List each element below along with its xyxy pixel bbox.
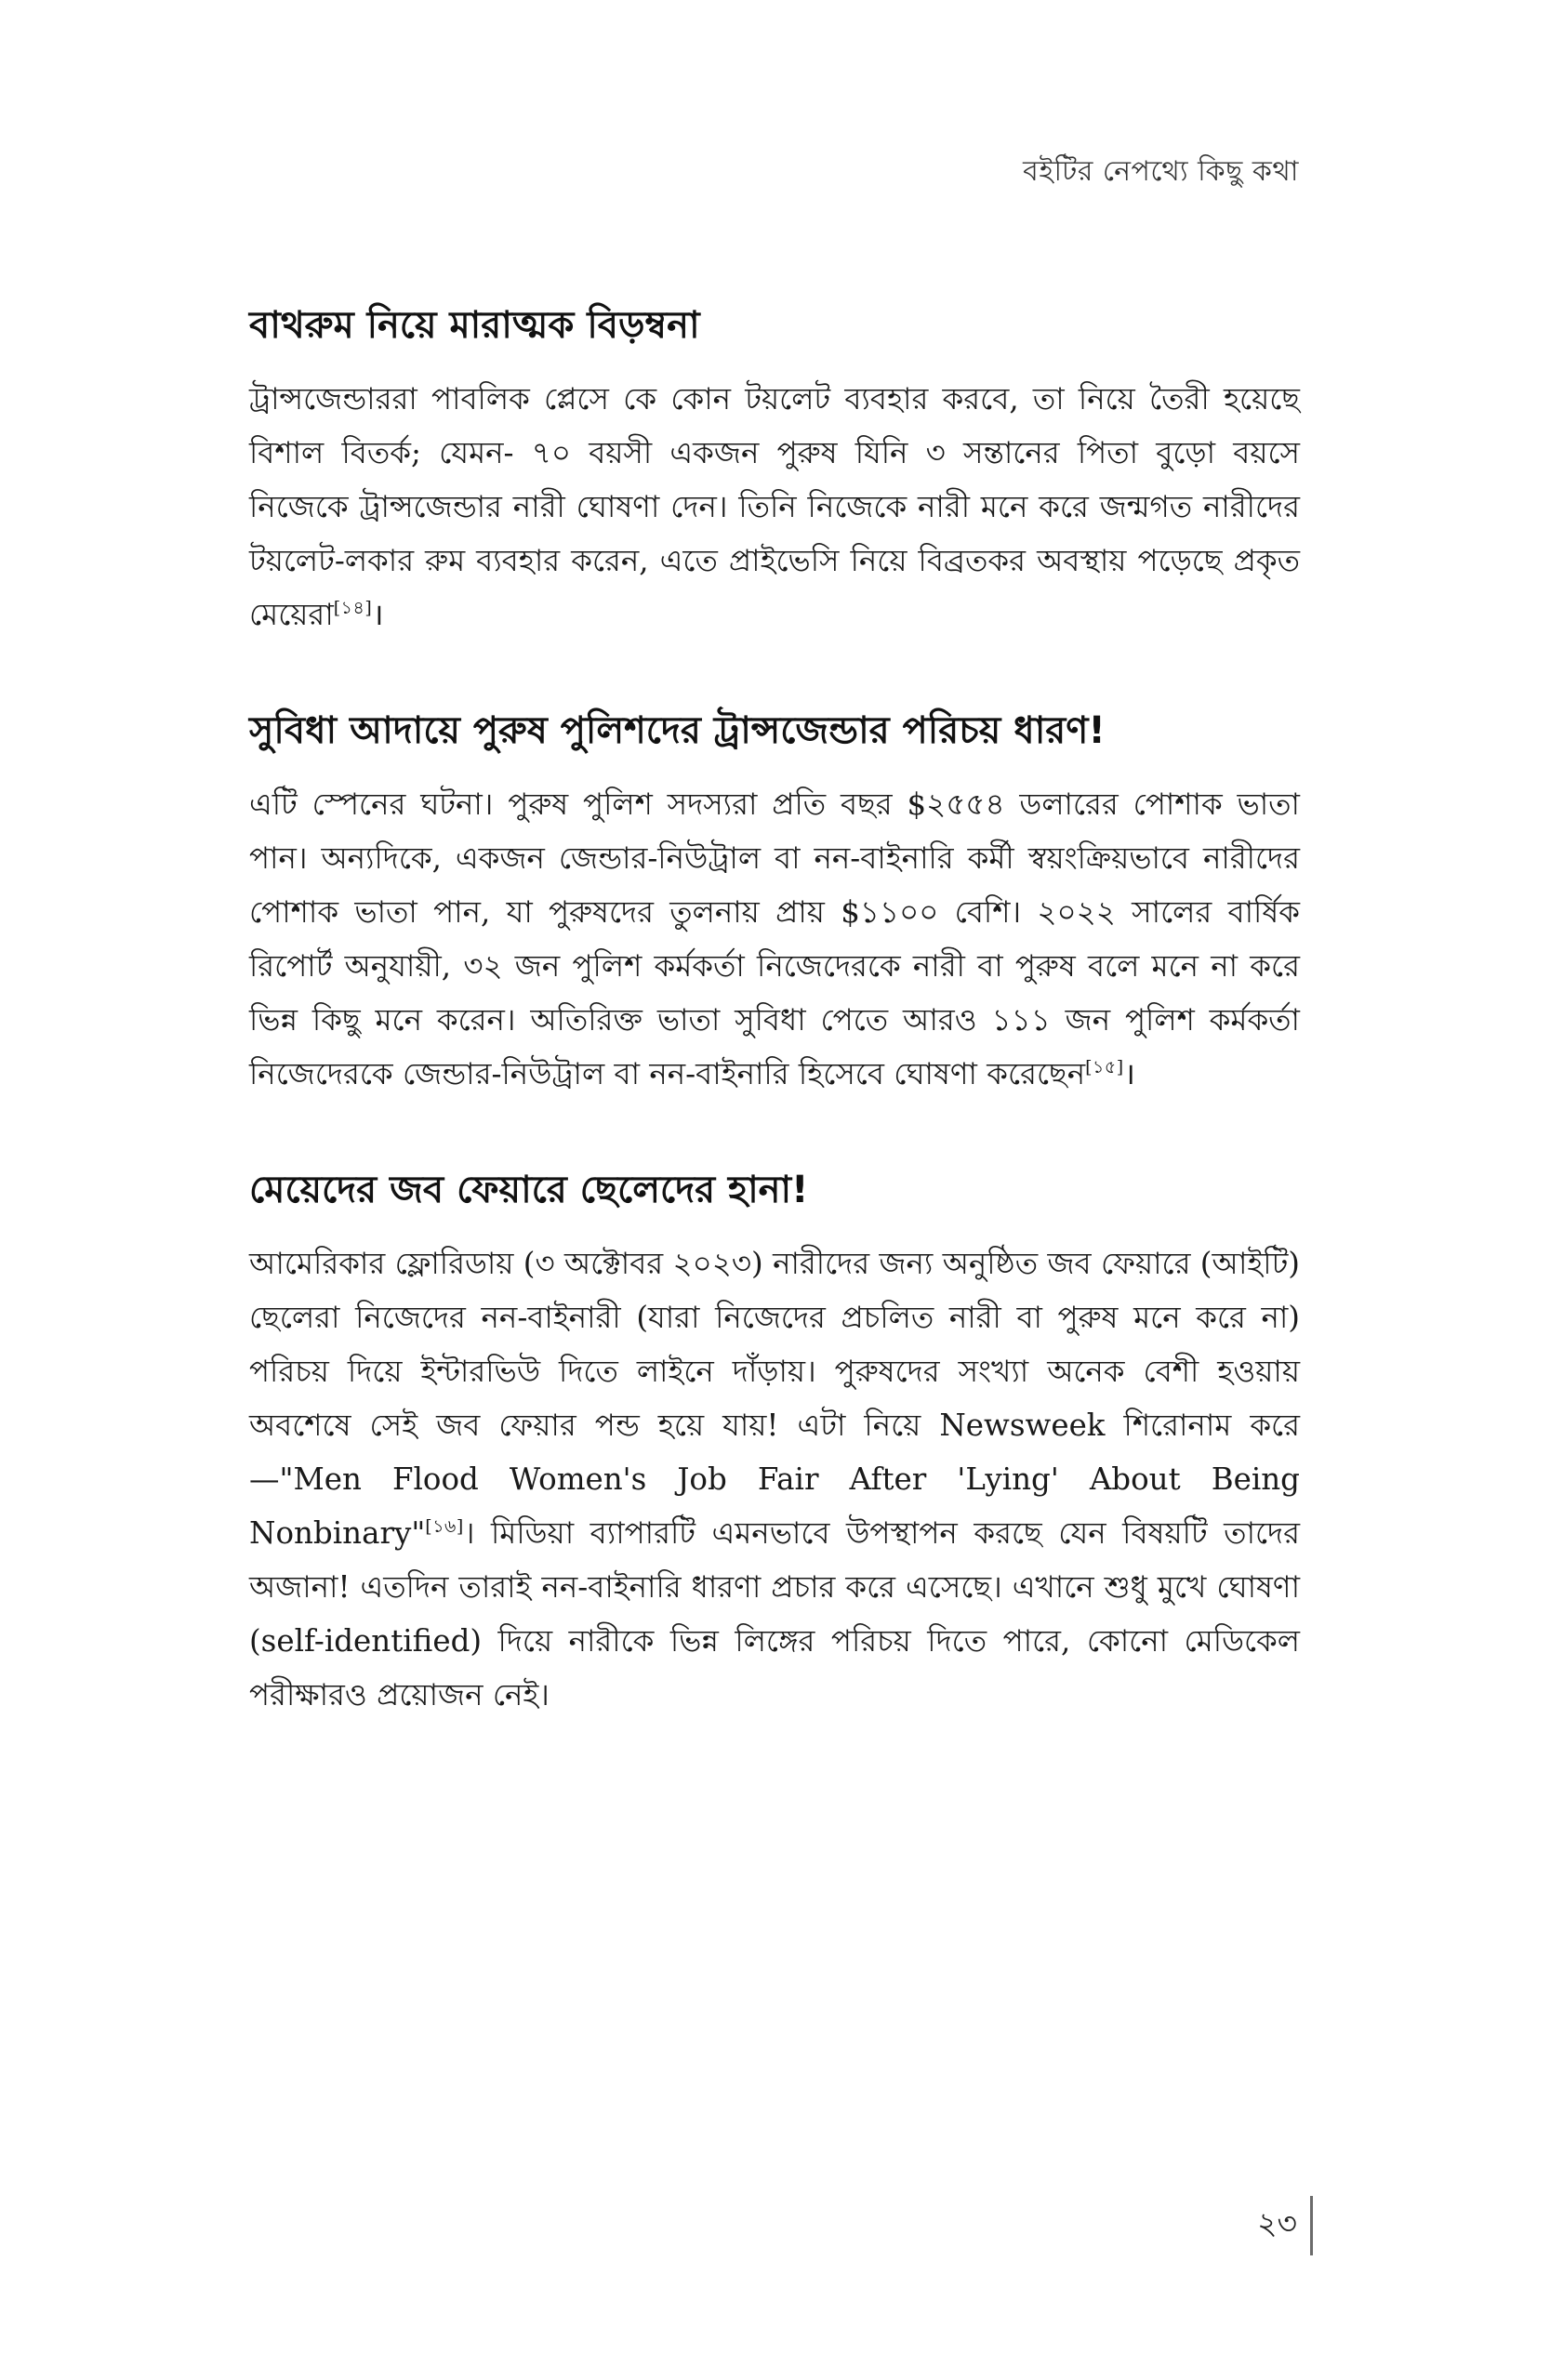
section-heading: সুবিধা আদায়ে পুরুষ পুলিশদের ট্রান্সজেন্ডার পরিচয় ধারণ! bbox=[249, 709, 1106, 752]
page-footer bbox=[1257, 2196, 1313, 2255]
paragraph-tail: । bbox=[1123, 1056, 1135, 1091]
section-job-fair bbox=[249, 1162, 1300, 1722]
section-paragraph bbox=[249, 1236, 1300, 1722]
section-heading: মেয়েদের জব ফেয়ারে ছেলেদের হানা! bbox=[249, 1169, 809, 1211]
section-paragraph bbox=[249, 777, 1300, 1101]
paragraph-tail: । মিডিয়া ব্যাপারটি এমনভাবে উপস্থাপন করছে যেন বিষয়টি তাদের অজানা! এতদিন তারাই নন-বাইনারি ধারণা প্রচার করে এসেছে। এখানে শুধু মুখে ঘোষণা (self-identified) দিয়ে নারীকে ভিন্ন লিঙ্গের পরিচয় দিতে পারে, কোনো মেডিকেল পরীক্ষারও প্রয়োজন নেই। bbox=[249, 1515, 1300, 1712]
paragraph-text: ট্রান্সজেন্ডাররা পাবলিক প্লেসে কে কোন টয়লেট ব্যবহার করবে, তা নিয়ে তৈরী হয়েছে বিশাল বিতর্ক; যেমন- ৭০ বয়সী একজন পুরুষ যিনি ৩ সন্তানের পিতা বুড়ো বয়সে নিজেকে ট্রান্সজেন্ডার নারী ঘোষণা দেন। তিনি নিজেকে নারী মনে করে জন্মগত নারীদের টয়লেট-লকার রুম ব্যবহার করেন, এতে প্রাইভেসি নিয়ে বিব্রতকর অবস্থায় পড়েছে প্রকৃত মেয়েরা bbox=[249, 381, 1300, 632]
paragraph-text: এটি স্পেনের ঘটনা। পুরুষ পুলিশ সদস্যরা প্রতি বছর $২৫৫৪ ডলারের পোশাক ভাতা পান। অন্যদিকে, একজন জেন্ডার-নিউট্রাল বা নন-বাইনারি কর্মী স্বয়ংক্রিয়ভাবে নারীদের পোশাক ভাতা পান, যা পুরুষদের তুলনায় প্রায় $১১০০ বেশি। ২০২২ সালের বার্ষিক রিপোর্ট অনুযায়ী, ৩২ জন পুলিশ কর্মকর্তা নিজেদেরকে নারী বা পুরুষ বলে মনে না করে ভিন্ন কিছু মনে করেন। অতিরিক্ত ভাতা সুবিধা পেতে আরও ১১১ জন পুলিশ কর্মকর্তা নিজেদেরকে জেন্ডার-নিউট্রাল বা নন-বাইনারি হিসেবে ঘোষণা করেছেন bbox=[249, 787, 1300, 1091]
running-header: বইটির নেপথ্যে কিছু কথা bbox=[1023, 155, 1299, 188]
citation-marker: [১৪] bbox=[333, 598, 373, 619]
page-number-divider bbox=[1310, 2196, 1313, 2255]
paragraph-tail: । bbox=[372, 597, 384, 632]
section-police bbox=[249, 703, 1300, 1101]
citation-marker: [১৬] bbox=[425, 1516, 464, 1538]
section-paragraph bbox=[249, 372, 1300, 641]
page-content bbox=[249, 298, 1300, 1783]
page-number: ২৩ bbox=[1257, 2205, 1297, 2241]
citation-marker: [১৫] bbox=[1085, 1057, 1124, 1078]
section-bathroom bbox=[249, 298, 1300, 641]
section-heading: বাথরুম নিয়ে মারাত্মক বিড়ম্বনা bbox=[249, 304, 700, 347]
paragraph-text: আমেরিকার ফ্লোরিডায় (৩ অক্টোবর ২০২৩) নারীদের জন্য অনুষ্ঠিত জব ফেয়ারে (আইটি) ছেলেরা নিজেদের নন-বাইনারী (যারা নিজেদের প্রচলিত নারী বা পুরুষ মনে করে না) পরিচয় দিয়ে ইন্টারভিউ দিতে লাইনে দাঁড়ায়। পুরুষদের সংখ্যা অনেক বেশী হওয়ায় অবশেষে সেই জব ফেয়ার পন্ড হয়ে যায়! এটা নিয়ে Newsweek শিরোনাম করে—"Men Flood Women's Job Fair After 'Lying' About Being Nonbinary" bbox=[249, 1246, 1300, 1551]
